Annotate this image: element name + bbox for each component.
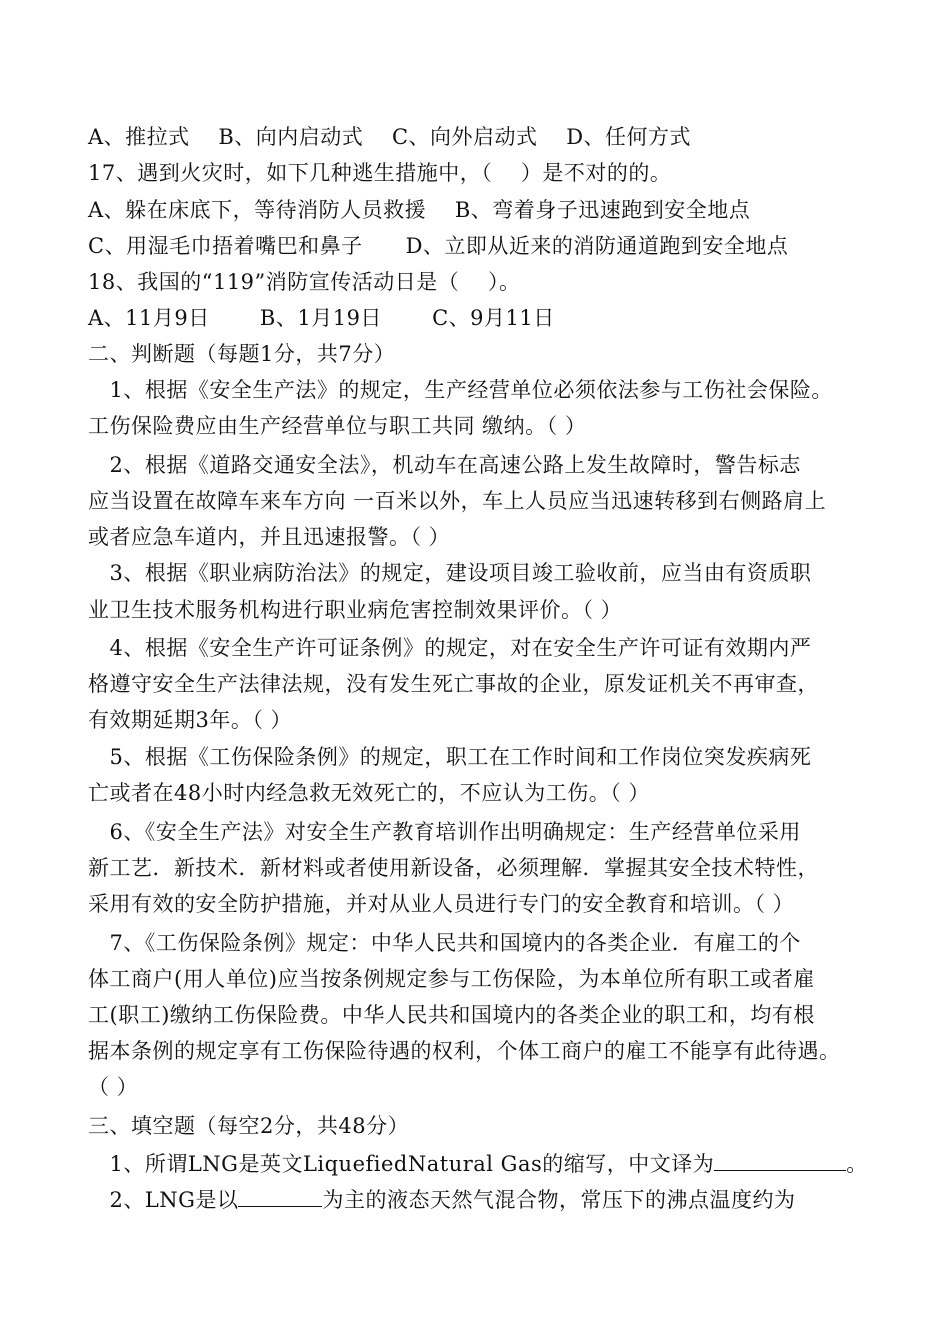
judgement-1-line-1: 1、根据《安全生产法》的规定，生产经营单位必须依法参与工伤社会保险。 (88, 378, 833, 402)
judgement-3-line-2: 业卫生技术服务机构进行职业病危害控制效果评价。（ ） (88, 598, 623, 622)
judgement-2-line-1: 2、根据《道路交通安全法》，机动车在高速公路上发生故障时，警告标志 (88, 453, 801, 477)
judgement-3-line-1: 3、根据《职业病防治法》的规定，建设项目竣工验收前，应当由有资质职 (88, 561, 812, 585)
judgement-6-line-3: 采用有效的安全防护措施，并对从业人员进行专门的安全教育和培训。（ ） (88, 892, 795, 916)
judgement-6-line-1: 6、《安全生产法》对安全生产教育培训作出明确规定：生产经营单位采用 (88, 820, 801, 844)
q18-options: A、11月9日 B、1月19日 C、9月11日 (88, 306, 555, 330)
judgement-5-line-1: 5、根据《工伤保险条例》的规定，职工在工作时间和工作岗位突发疾病死 (88, 745, 812, 769)
judgement-7-line-1: 7、《工伤保险条例》规定：中华人民共和国境内的各类企业．有雇工的个 (88, 931, 801, 955)
judgement-7-line-2: 体工商户(用人单位)应当按条例规定参与工伤保险，为本单位所有职工或者雇 (88, 967, 815, 991)
judgement-7-line-4: 据本条例的规定享有工伤保险待遇的权利，个体工商户的雇工不能享有此待遇。 (88, 1039, 841, 1063)
section-heading-judgement: 二、判断题（每题1分，共7分） (88, 342, 396, 366)
fill-2 (88, 1186, 910, 1214)
fill-1-text-after: 。 (846, 1152, 868, 1176)
q17-options-ab: A、躲在床底下，等待消防人员救援 B、弯着身子迅速跑到安全地点 (88, 198, 751, 222)
judgement-4-line-2: 格遵守安全生产法律法规，没有发生死亡事故的企业，原发证机关不再审查， (88, 672, 819, 696)
section-heading-fill-in: 三、填空题（每空2分，共48分） (88, 1114, 410, 1138)
fill-1 (88, 1150, 910, 1178)
judgement-5-line-2: 亡或者在48小时内经急救无效死亡的，不应认为工伤。（ ） (88, 781, 650, 805)
judgement-7-line-3: 工(职工)缴纳工伤保险费。中华人民共和国境内的各类企业的职工和，均有根 (88, 1003, 815, 1027)
fill-1-blank[interactable] (714, 1150, 846, 1171)
q17-options-cd: C、用湿毛巾捂着嘴巴和鼻子 D、立即从近来的消防通道跑到安全地点 (88, 234, 789, 258)
fill-2-text-before: 2、LNG是以 (88, 1188, 239, 1212)
q17-stem: 17、遇到火灾时，如下几种逃生措施中，（ ）是不对的的。 (88, 161, 672, 185)
judgement-1-line-2: 工伤保险费应由生产经营单位与职工共同 缴纳。（ ） (88, 414, 587, 438)
fill-2-blank[interactable] (238, 1186, 322, 1207)
judgement-6-line-2: 新工艺．新技术．新材料或者使用新设备，必须理解．掌握其安全技术特性， (88, 856, 819, 880)
judgement-4-line-1: 4、根据《安全生产许可证条例》的规定，对在安全生产许可证有效期内严 (88, 636, 812, 660)
judgement-2-line-2: 应当设置在故障车来车方向 一百米以外，车上人员应当迅速转移到右侧路肩上 (88, 489, 827, 513)
judgement-7-answer: （ ） (88, 1075, 139, 1099)
judgement-2-line-3: 或者应急车道内，并且迅速报警。（ ） (88, 525, 451, 549)
judgement-4-line-3: 有效期延期3年。（ ） (88, 708, 293, 732)
q16-options: A、推拉式 B、向内启动式 C、向外启动式 D、任何方式 (88, 125, 692, 149)
fill-1-text-before: 1、所谓LNG是英文LiquefiedNatural Gas的缩写，中文译为 (88, 1152, 715, 1176)
fill-2-text-after: 为主的液态天然气混合物，常压下的沸点温度约为 (322, 1188, 796, 1212)
q18-stem: 18、我国的“119”消防宣传活动日是（ ）。 (88, 270, 521, 294)
